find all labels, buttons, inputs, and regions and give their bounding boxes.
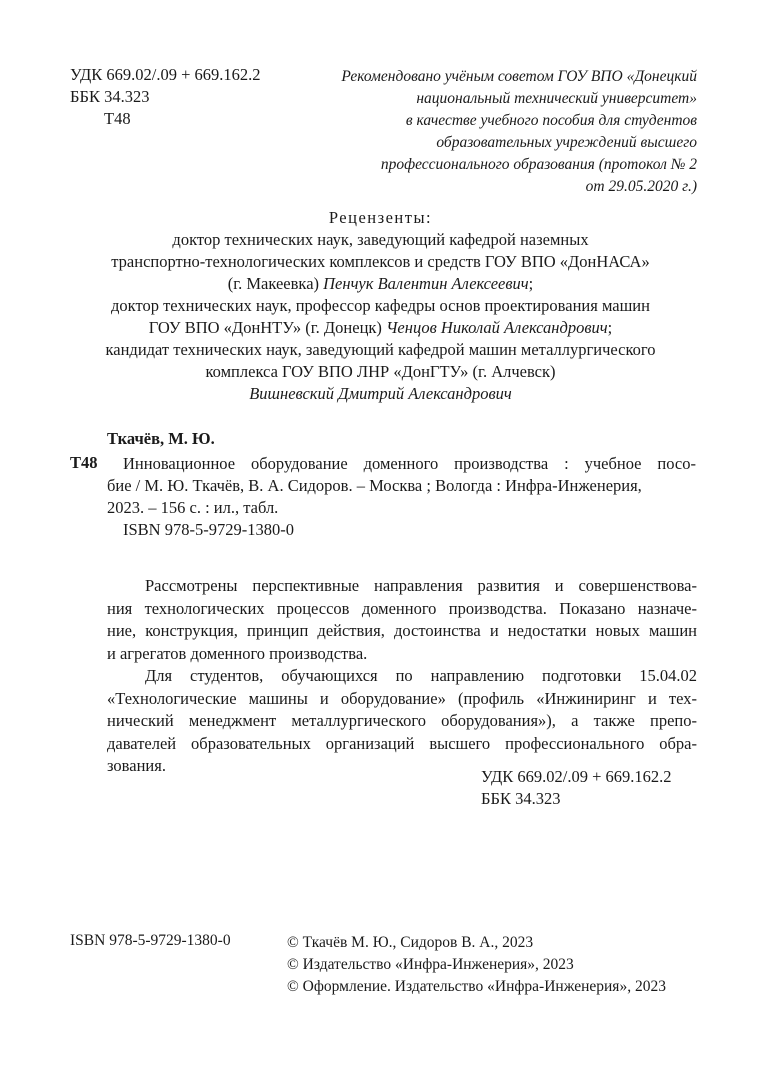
abstract-line: Рассмотрены перспективные направления развития и совершенствова- (145, 576, 697, 595)
abstract (107, 575, 697, 778)
separator: ; (607, 318, 613, 337)
recommendation-line: образовательных учреждений высшего (436, 134, 697, 151)
udk-code: УДК 669.02/.09 + 669.162.2 (70, 65, 261, 84)
reviewers-title: Рецензенты: (328, 208, 433, 227)
reviewer-line: доктор технических наук, профессор кафедры основ проектирования машин (111, 296, 650, 315)
bbk-code: ББК 34.323 (70, 87, 150, 106)
catalog-line: Инновационное оборудование доменного производства : учебное посо- (123, 454, 696, 473)
reviewer-name: Ченцов Николай Александрович (386, 318, 608, 337)
separator: ; (528, 274, 534, 293)
reviewers-block (0, 207, 761, 405)
abstract-line: и агрегатов доменного производства. (107, 643, 368, 663)
catalog-description (107, 453, 696, 541)
reviewer-affiliation: ГОУ ВПО «ДонНТУ» (г. Донецк) (148, 318, 387, 337)
isbn: ISBN 978-5-9729-1380-0 (70, 932, 231, 949)
catalog-line: 2023. – 156 с. : ил., табл. (107, 498, 279, 517)
author-mark: Т48 (104, 109, 131, 128)
abstract-line: давателей образовательных организаций высшего профессионального обра- (107, 733, 697, 753)
recommendation-line: от 29.05.2020 г.) (585, 178, 697, 195)
reviewer-name: Вишневский Дмитрий Александрович (249, 384, 512, 403)
udk-code: УДК 669.02/.09 + 669.162.2 (481, 767, 672, 786)
catalog-line: бие / М. Ю. Ткачёв, В. А. Сидоров. – Москва ; Вологда : Инфра-Инженерия, (107, 476, 642, 495)
bbk-code: ББК 34.323 (481, 789, 561, 808)
recommendation-line: национальный технический университет» (416, 90, 697, 107)
catalog-author: Ткачёв, М. Ю. (107, 429, 215, 448)
reviewer-name: Пенчук Валентин Алексеевич (323, 274, 529, 293)
reviewer-line: доктор технических наук, заведующий кафедрой наземных (172, 230, 589, 249)
reviewer-affiliation: (г. Макеевка) (227, 274, 324, 293)
classification-block (70, 64, 261, 130)
recommendation-line: профессионального образования (протокол № 2 (380, 156, 697, 173)
footer-codes (481, 766, 672, 810)
catalog-isbn: ISBN 978-5-9729-1380-0 (123, 520, 294, 539)
catalog-code: Т48 (70, 453, 98, 472)
reviewer-line (0, 273, 761, 295)
abstract-line: «Технологические машины и оборудование» (профиль «Инжиниринг и тех- (107, 688, 697, 708)
abstract-line: Для студентов, обучающихся по направлению подготовки 15.04.02 (145, 666, 697, 685)
reviewer-line: транспортно-технологических комплексов и средств ГОУ ВПО «ДонНАСА» (111, 252, 650, 271)
reviewer-line: кандидат технических наук, заведующий кафедрой машин металлургического (105, 340, 656, 359)
reviewer-line: комплекса ГОУ ВПО ЛНР «ДонГТУ» (г. Алчевск) (205, 362, 556, 381)
copyright-line: © Оформление. Издательство «Инфра-Инженерия», 2023 (287, 978, 666, 995)
copyright-line: © Издательство «Инфра-Инженерия», 2023 (287, 956, 574, 973)
recommendation-line: в качестве учебного пособия для студентов (405, 112, 697, 129)
recommendation-line: Рекомендовано учёным советом ГОУ ВПО «Донецкий (341, 68, 697, 85)
abstract-line: ния технологических процессов доменного производства. Показано назначе- (107, 598, 697, 618)
reviewer-line (0, 317, 761, 339)
abstract-line: зования. (107, 756, 166, 775)
copyright-block (287, 932, 666, 998)
copyright-line: © Ткачёв М. Ю., Сидоров В. А., 2023 (287, 934, 534, 951)
abstract-line: ние, конструкция, принцип действия, достоинства и недостатки новых машин (107, 621, 697, 640)
recommendation-block (341, 66, 697, 198)
abstract-line: нический менеджмент металлургического оборудования»), а также препо- (107, 711, 697, 730)
